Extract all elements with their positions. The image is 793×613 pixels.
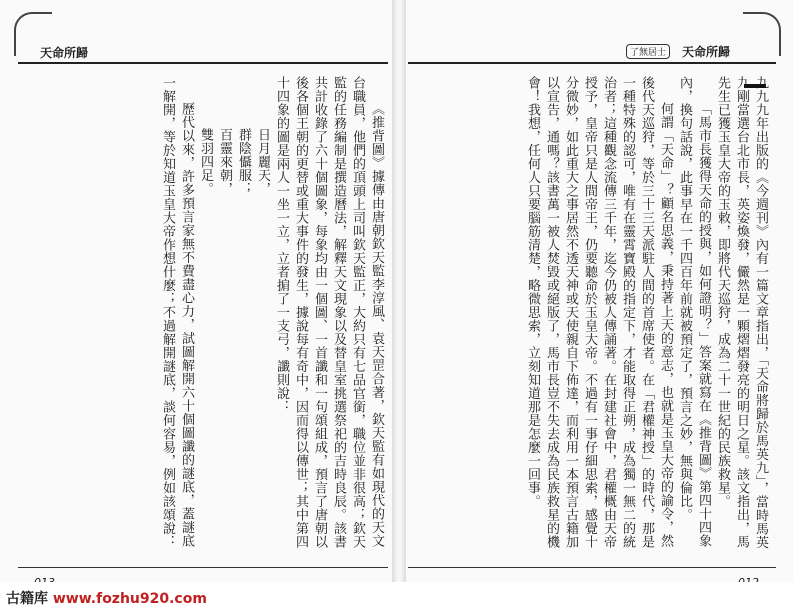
left-paragraph-1: 《推背圖》據傳由唐朝欽天監李淳風、袁天罡合著，欽天監有如現代的天文台職員，他們的頂頭上司叫欽天監正，大約只有七品官銜，職位並非很高；欽天監的任務編制是撰造曆法，解釋天文現象以及替皇室挑選祭祀的吉時良辰。該書共計收錄了六十個圖象，每象均由一個圖、一首讖和一句頌組成，預言了唐朝以後各個王朝的更替或重大事件的發生，據說每有奇中，因而得以傳世；其中第四十四象的圖是兩人一坐一立，立者掮了一支弓，讖則說：	[274, 76, 384, 549]
right-header-rule	[408, 62, 776, 64]
left-header-rule	[18, 62, 388, 64]
author-badge: 了無居士	[626, 44, 670, 59]
book-spine	[392, 0, 406, 582]
right-footer-rule	[408, 567, 776, 568]
left-paragraph-2: 歷代以來，許多預言家無不費盡心力，試圖解開六十個圖讖的謎底，蓋謎底一解開，等於知道玉皇大帝作想什麼；不過解開謎底，談何容易，例如該頌說：	[160, 76, 194, 549]
right-paragraph-1: 九九九年出版的《今週刊》內有一篇文章指出，「天命將歸於馬英九」，當時馬英九剛當選台北市長，英姿煥發，儼然是一顆熠熠發亮的明日之星。該文指出，馬先生已獲玉皇大帝的玉敕，即將代天巡狩，成為二十一世紀的民族救星。	[715, 76, 768, 549]
verse-line-1: 日月麗天，	[255, 128, 270, 196]
right-page-body	[412, 76, 770, 560]
left-header-title: 天命所歸	[40, 46, 89, 60]
verse-line-3: 百靈來朝，	[217, 128, 232, 196]
site-url: www.fozhu920.com	[52, 591, 207, 607]
right-header-title: 天命所歸	[682, 45, 731, 59]
watermark-footer	[0, 582, 793, 613]
watermark-text	[6, 588, 207, 608]
verse-line-2: 群陰懾服；	[236, 128, 251, 196]
left-footer-rule	[18, 567, 388, 568]
right-paragraph-2: 「馬市長獲得天命的授與，如何證明？」答案就寫在《推背圖》第四十四象內，換句話說，此事早在一千四百年前就被預定了，預言之妙，無與倫比。	[677, 76, 711, 548]
site-name: 古籍库	[6, 591, 48, 607]
left-page-body	[30, 76, 386, 560]
right-paragraph-3: 何謂「天命」？顧名思義，秉持著上天的意志，也就是玉皇大帝的諭令，然後代天巡狩，等於三十三天派駐人間的首席使者。在「君權神授」的時代，那是一種特殊的認可，唯有在靈霄寶殿的指定下，才能取得正朔，成為獨一無二的統治者；這種觀念流傳三千年，迄今仍被人傳誦著。在封建社會中，君權概由天帝授予，皇帝只是人間帝王，仍要聽命於玉皇大帝。不過有一事仔細思索，感覺十分微妙，如此重大之事居然不透天神或天使親自下佈達，而利用一本預言古籍加以宣告，通嗎？該書萬一被人焚毀或絕版了，馬市長豈不失去成為民族救星的機會！我想，任何人只要腦筋清楚，略微思索，立刻知道那是怎麼一回事。	[525, 76, 673, 549]
header-ornament-right	[743, 12, 781, 56]
verse-line-4: 雙羽四足。	[198, 128, 213, 196]
